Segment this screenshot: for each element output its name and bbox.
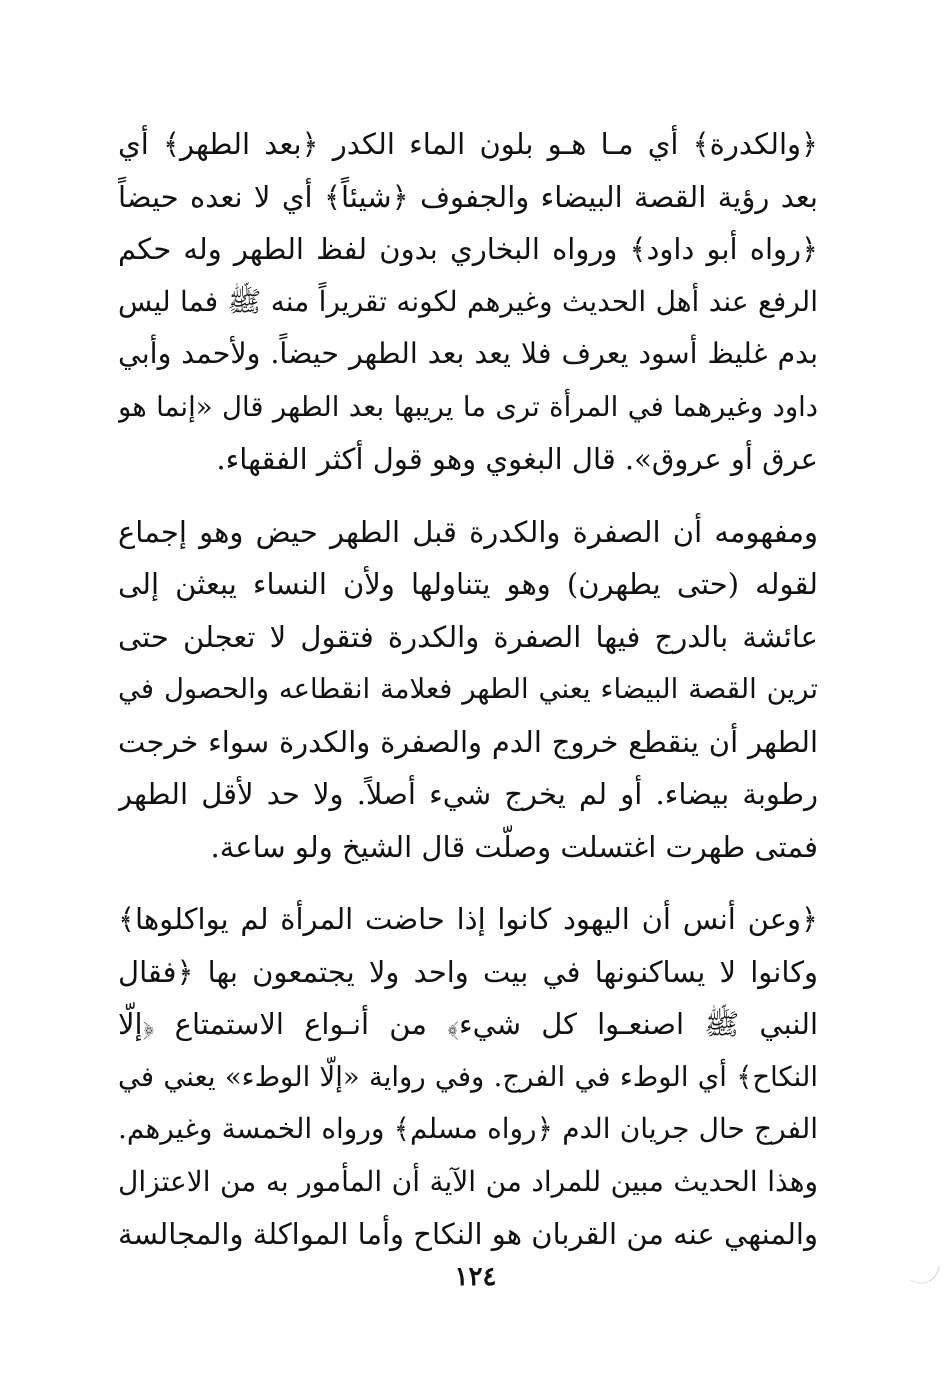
text-line: ﴿رواه أبو داود﴾ ورواه البخاري بدون لفظ الطهر وله حكم: [118, 232, 818, 266]
text-line: ومفهومه أن الصفرة والكدرة قبل الطهر حيض وهو إجماع: [118, 514, 818, 549]
text-line: الرفع عند أهل الحديث وغيرهم لكونه تقريراً منه ﷺ فما ليس: [118, 284, 818, 318]
text-line: فمتى طهرت اغتسلت وصلّت قال الشيخ ولو ساعة.: [210, 829, 818, 864]
paragraph-3: [118, 893, 818, 1261]
text-line: رطوبة بيضاء. أو لم يخرج شيء أصلاً. ولا حد لأقل الطهر: [118, 777, 818, 811]
paragraph-2: [118, 506, 818, 874]
text-line: عائشة بالدرج فيها الصفرة والكدرة فتقول لا تعجلن حتى: [118, 619, 818, 654]
text-line: داود وغيرهما في المرأة ترى ما يريبها بعد الطهر قال «إنما هو: [118, 390, 818, 423]
text-line: وكانوا لا يساكنونها في بيت واحد ولا يجتمعون بها ﴿فقال: [118, 954, 818, 989]
text-line: النكاح﴾ أي الوطء في الفرج. وفي رواية «إلّا الوطء» يعني في: [118, 1060, 818, 1093]
text-line: بعد رؤية القصة البيضاء والجفوف ﴿شيئاً﴾ أي لا نعده حيضاً: [118, 179, 818, 214]
page-number: ١٢٤: [454, 1262, 497, 1292]
text-line: والمنهي عنه من القربان هو النكاح وأما المواكلة والمجالسة: [118, 1217, 818, 1251]
text-line: الفرج حال جريان الدم ﴿رواه مسلم﴾ ورواه الخمسة وغيرهم.: [118, 1112, 818, 1145]
text-line: عرق أو عروق». قال البغوي وهو قول أكثر الفقهاء.: [216, 442, 818, 476]
text-line: الطهر أن ينقطع خروج الدم والصفرة والكدرة سواء خرجت: [118, 724, 818, 759]
page-text-block: [118, 118, 818, 1368]
text-line: النبي ﷺ اصنعـوا كل شيء﴾ من أنـواع الاستمتاع ﴿إلّا: [118, 1007, 818, 1041]
text-line: ﴿وعن أنس أن اليهود كانوا إذا حاضت المرأة لم يواكلوها﴾: [118, 902, 818, 936]
text-line: ﴿والكدرة﴾ أي مـا هـو بلون الماء الكدر ﴿بعد الطهر﴾ أي: [118, 127, 818, 161]
text-line: لقوله (حتى يطهرن) وهو يتناولها ولأن النساء يبعثن إلى: [118, 567, 818, 601]
text-line: ترين القصة البيضاء يعني الطهر فعلامة انقطاعه والحصول في: [118, 673, 818, 705]
paragraph-1: [118, 118, 818, 486]
text-line: بدم غليظ أسود يعرف فلا يعد بعد الطهر حيضاً. ولأحمد وأبي: [118, 337, 818, 370]
text-line: وهذا الحديث مبين للمراد من الآية أن المأمور به من الاعتزال: [118, 1164, 818, 1198]
